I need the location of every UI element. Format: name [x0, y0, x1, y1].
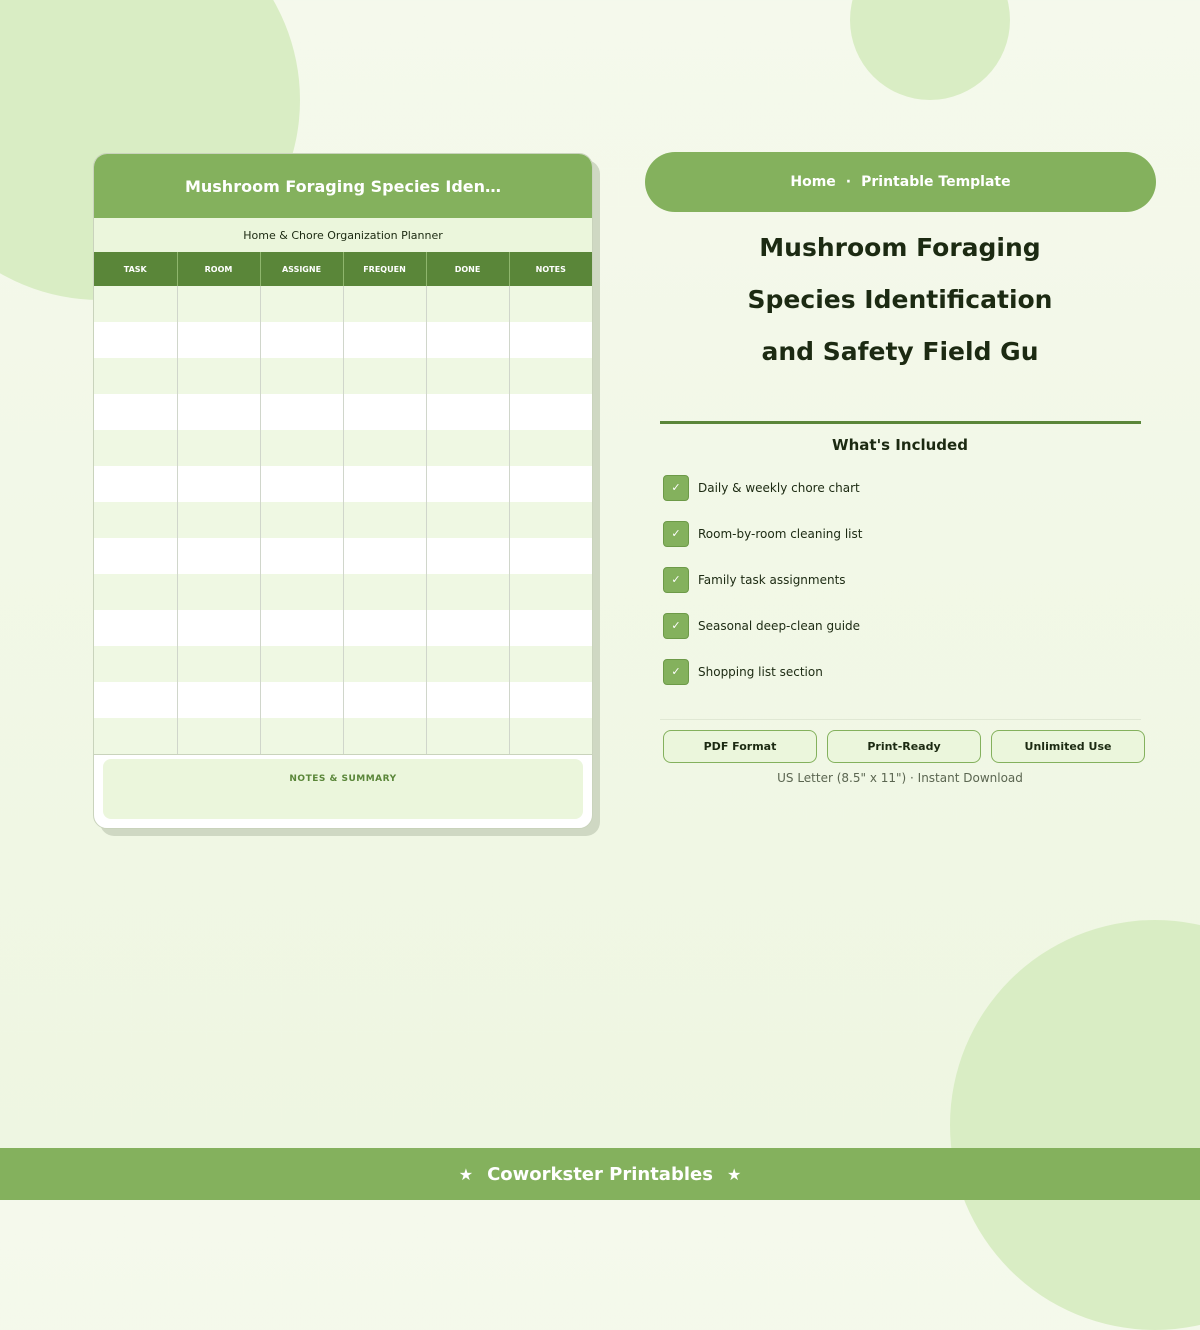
table-cell: [509, 466, 592, 502]
table-cell: [94, 610, 177, 646]
table-cell: [343, 682, 426, 718]
badge-pdf-format: PDF Format: [663, 730, 817, 763]
table-cell: [94, 502, 177, 538]
table-cell: [343, 322, 426, 358]
feature-label: Family task assignments: [698, 572, 846, 587]
feature-item: [663, 566, 1143, 593]
table-cell: [509, 286, 592, 322]
table-cell: [94, 394, 177, 430]
preview-header: [94, 154, 592, 218]
table-cell: [509, 430, 592, 466]
table-cell: [94, 574, 177, 610]
thin-divider: [660, 719, 1141, 720]
whats-included-heading: What's Included: [832, 436, 968, 454]
table-row: [94, 682, 592, 718]
table-body: [94, 286, 592, 755]
table-cell: [426, 286, 509, 322]
table-cell: [260, 322, 343, 358]
table-cell: [343, 502, 426, 538]
check-icon: ✓: [663, 521, 689, 547]
table-row: [94, 502, 592, 538]
section-divider: [660, 421, 1141, 424]
feature-label: Seasonal deep-clean guide: [698, 618, 861, 633]
column-header-notes: NOTES: [509, 252, 592, 286]
format-badges: [663, 730, 1145, 763]
table-cell: [177, 394, 260, 430]
notes-summary-label: NOTES & SUMMARY: [289, 774, 397, 784]
decorative-circle-bottom-right: [950, 920, 1200, 1330]
table-row: [94, 646, 592, 682]
decorative-circle-top-right: [850, 0, 1010, 100]
title-line: and Safety Field Gu: [761, 337, 1039, 366]
check-icon: ✓: [663, 567, 689, 593]
feature-item: [663, 474, 1143, 501]
table-cell: [260, 502, 343, 538]
table-cell: [343, 538, 426, 574]
check-icon: ✓: [663, 659, 689, 685]
table-cell: [260, 538, 343, 574]
table-cell: [260, 610, 343, 646]
table-cell: [426, 322, 509, 358]
title-line: Mushroom Foraging: [759, 233, 1041, 262]
table-cell: [94, 358, 177, 394]
table-cell: [260, 466, 343, 502]
table-cell: [426, 646, 509, 682]
table-cell: [426, 358, 509, 394]
table-cell: [94, 322, 177, 358]
table-cell: [343, 358, 426, 394]
table-row: [94, 394, 592, 430]
table-cell: [343, 430, 426, 466]
column-header-frequency: FREQUEN: [343, 252, 426, 286]
column-header-task: TASK: [94, 252, 177, 286]
table-cell: [509, 610, 592, 646]
column-header-room: ROOM: [177, 252, 260, 286]
table-cell: [343, 286, 426, 322]
planner-preview-card: [93, 153, 593, 829]
table-cell: [260, 394, 343, 430]
table-row: [94, 538, 592, 574]
preview-title: Mushroom Foraging Species Iden…: [184, 176, 502, 196]
table-cell: [426, 718, 509, 755]
table-cell: [509, 646, 592, 682]
table-cell: [426, 466, 509, 502]
column-header-assignee: ASSIGNE: [260, 252, 343, 286]
table-cell: [260, 358, 343, 394]
table-row: [94, 430, 592, 466]
table-header-row: [94, 252, 592, 286]
brand-name: Coworkster Printables: [487, 1163, 713, 1185]
footer-banner: [0, 1148, 1200, 1200]
star-icon: ★: [726, 1164, 742, 1184]
table-cell: [343, 718, 426, 755]
badge-print-ready: Print-Ready: [827, 730, 981, 763]
feature-label: Shopping list section: [698, 664, 823, 679]
table-cell: [426, 394, 509, 430]
feature-item: [663, 520, 1143, 547]
product-title: [650, 222, 1150, 378]
table-cell: [177, 286, 260, 322]
table-cell: [260, 682, 343, 718]
feature-item: [663, 658, 1143, 685]
table-cell: [509, 394, 592, 430]
table-cell: [509, 502, 592, 538]
table-cell: [426, 538, 509, 574]
table-cell: [426, 610, 509, 646]
table-cell: [509, 718, 592, 755]
product-specs: US Letter (8.5" x 11") · Instant Download: [777, 771, 1023, 785]
table-cell: [509, 322, 592, 358]
table-cell: [343, 574, 426, 610]
table-cell: [260, 574, 343, 610]
table-cell: [177, 358, 260, 394]
table-cell: [94, 466, 177, 502]
table-row: [94, 610, 592, 646]
feature-label: Room-by-room cleaning list: [698, 526, 863, 541]
table-cell: [177, 718, 260, 755]
table-row: [94, 322, 592, 358]
table-cell: [177, 610, 260, 646]
table-cell: [177, 574, 260, 610]
table-cell: [94, 286, 177, 322]
table-row: [94, 358, 592, 394]
table-cell: [426, 430, 509, 466]
preview-subtitle: Home & Chore Organization Planner: [94, 218, 592, 252]
table-row: [94, 574, 592, 610]
table-cell: [94, 430, 177, 466]
table-cell: [426, 502, 509, 538]
table-cell: [177, 538, 260, 574]
table-cell: [426, 574, 509, 610]
table-cell: [343, 394, 426, 430]
breadcrumb-home[interactable]: Home: [790, 174, 836, 190]
notes-summary-box: [103, 759, 583, 819]
table-cell: [509, 358, 592, 394]
table-row: [94, 466, 592, 502]
table-row: [94, 718, 592, 755]
table-row: [94, 286, 592, 322]
feature-item: [663, 612, 1143, 639]
table-cell: [509, 574, 592, 610]
breadcrumb-separator: ·: [845, 174, 852, 190]
table-cell: [177, 466, 260, 502]
badge-unlimited-use: Unlimited Use: [991, 730, 1145, 763]
table-cell: [509, 538, 592, 574]
table-cell: [260, 286, 343, 322]
table-cell: [94, 682, 177, 718]
table-cell: [94, 646, 177, 682]
table-cell: [426, 682, 509, 718]
table-cell: [509, 682, 592, 718]
title-line: Species Identification: [747, 285, 1053, 314]
star-icon: ★: [458, 1164, 474, 1184]
table-cell: [177, 502, 260, 538]
table-cell: [177, 682, 260, 718]
table-cell: [177, 322, 260, 358]
feature-list: [663, 474, 1143, 704]
breadcrumb: [645, 152, 1156, 212]
table-cell: [260, 718, 343, 755]
table-cell: [177, 430, 260, 466]
planner-table: [94, 252, 592, 755]
table-cell: [343, 646, 426, 682]
table-cell: [343, 466, 426, 502]
table-cell: [343, 610, 426, 646]
table-cell: [94, 538, 177, 574]
table-cell: [260, 646, 343, 682]
table-cell: [260, 430, 343, 466]
check-icon: ✓: [663, 475, 689, 501]
table-cell: [177, 646, 260, 682]
feature-label: Daily & weekly chore chart: [698, 480, 860, 495]
breadcrumb-current: Printable Template: [861, 174, 1011, 190]
check-icon: ✓: [663, 613, 689, 639]
table-cell: [94, 718, 177, 755]
column-header-done: DONE: [426, 252, 509, 286]
